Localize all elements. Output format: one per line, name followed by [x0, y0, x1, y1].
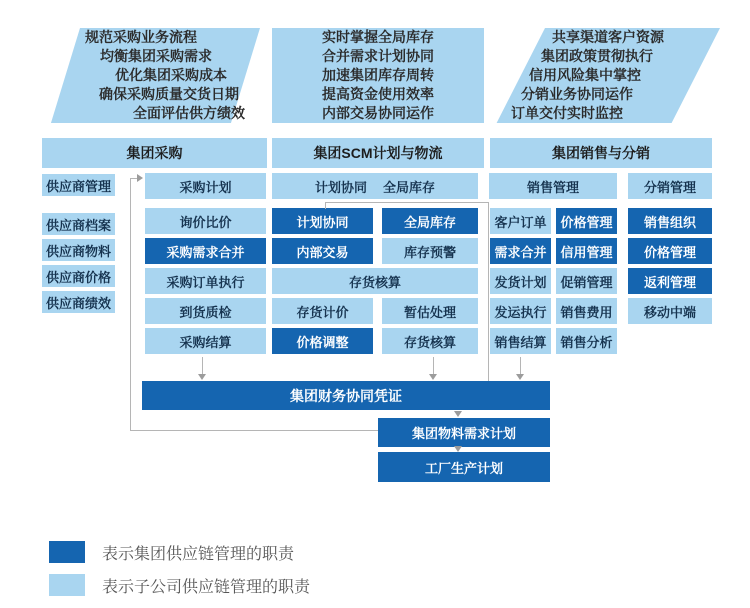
connector-purchase-settlement-to-finance [202, 357, 203, 375]
box-promotion-mgmt: 促销管理 [556, 268, 617, 294]
legend-label-subsidiary: 表示子公司供应链管理的职责 [102, 578, 311, 596]
purchase-plan-header: 采购计划 [145, 173, 266, 199]
box-global-inventory: 全局库存 [382, 208, 478, 234]
legend-swatch-subsidiary [49, 574, 85, 596]
goal-line: 内部交易协同运作 [322, 105, 434, 121]
box-price-mgmt: 价格管理 [556, 208, 617, 234]
pillar-sales: 集团销售与分销 [490, 138, 712, 168]
arrow-inventory-accounting-to-finance [429, 374, 437, 380]
arrow-purchase-settlement-to-finance [198, 374, 206, 380]
box-inquiry-compare: 询价比价 [145, 208, 266, 234]
sales-mgmt-header: 销售管理 [489, 173, 617, 199]
distribution-mgmt-header: 分销管理 [628, 173, 712, 199]
connector-mrp-feedback-vertical [130, 178, 131, 431]
box-provisional-estimate: 暂估处理 [382, 298, 478, 324]
goal-line: 订单交付实时监控 [511, 105, 623, 121]
box-supplier-price: 供应商价格 [42, 265, 115, 287]
box-shipping-exec: 发运执行 [490, 298, 551, 324]
goal-line: 优化集团采购成本 [115, 67, 227, 83]
connector-inventory-accounting-to-finance [433, 357, 434, 375]
box-mobile-terminal: 移动中端 [628, 298, 712, 324]
sales-goals-banner [496, 28, 720, 123]
goal-line: 集团政策贯彻执行 [541, 48, 653, 64]
box-purchase-demand-merge: 采购需求合并 [145, 238, 266, 264]
box-demand-merge: 需求合并 [490, 238, 551, 264]
pillar-purchase: 集团采购 [42, 138, 267, 168]
box-sales-expense: 销售费用 [556, 298, 617, 324]
connector-demand-merge-stub [325, 202, 326, 209]
box-delivery-plan: 发货计划 [490, 268, 551, 294]
box-customer-order: 客户订单 [490, 208, 551, 234]
box-inventory-alert: 库存预警 [382, 238, 478, 264]
goal-line: 分销业务协同运作 [521, 86, 633, 102]
box-supplier-file: 供应商档案 [42, 213, 115, 235]
box-purchase-order-exec: 采购订单执行 [145, 268, 266, 294]
box-internal-trade: 内部交易 [272, 238, 373, 264]
box-inventory-valuation: 存货计价 [272, 298, 373, 324]
box-rebate-mgmt: 返利管理 [628, 268, 712, 294]
finance-voucher-bar: 集团财务协同凭证 [142, 381, 550, 410]
box-dist-price-mgmt: 价格管理 [628, 238, 712, 264]
legend-label-group: 表示集团供应链管理的职责 [102, 545, 295, 563]
box-plan-collab: 计划协同 [272, 208, 373, 234]
box-inventory-accounting: 存货核算 [382, 328, 478, 354]
plan-collab-title: 计划协同 [314, 179, 367, 195]
goal-line: 加速集团库存周转 [322, 67, 434, 83]
mrp-bar: 集团物料需求计划 [378, 418, 550, 447]
box-sales-org: 销售组织 [628, 208, 712, 234]
inventory-accounting-header: 存货核算 [272, 268, 478, 294]
box-supplier-performance: 供应商绩效 [42, 291, 115, 313]
connector-mrp-feedback-stub [130, 178, 137, 179]
arrow-finance-to-mrp [454, 411, 462, 417]
box-credit-mgmt: 信用管理 [556, 238, 617, 264]
box-sales-analysis: 销售分析 [556, 328, 617, 354]
legend-swatch-group [49, 541, 85, 563]
plan-inventory-header [272, 173, 478, 199]
goal-line: 全面评估供方绩效 [133, 105, 245, 121]
arrow-sales-settlement-to-finance [516, 374, 524, 380]
goal-line: 实时掌握全局库存 [322, 29, 434, 45]
global-inventory-title: 全局库存 [383, 179, 436, 195]
arrow-into-purchase-plan [137, 174, 143, 182]
connector-mrp-feedback-horizontal [130, 430, 378, 431]
goal-line: 提高资金使用效率 [322, 86, 434, 102]
goal-line: 规范采购业务流程 [85, 29, 197, 45]
goal-line: 均衡集团采购需求 [100, 48, 212, 64]
pillar-scm: 集团SCM计划与物流 [272, 138, 484, 168]
supplier-mgmt-header: 供应商管理 [42, 174, 115, 196]
purchase-goals-banner [46, 28, 264, 123]
arrow-mrp-to-production [454, 446, 462, 452]
box-arrival-inspection: 到货质检 [145, 298, 266, 324]
connector-sales-settlement-to-finance [520, 357, 521, 375]
scm-goals-banner [272, 28, 484, 123]
production-plan-bar: 工厂生产计划 [378, 452, 550, 482]
box-purchase-settlement: 采购结算 [145, 328, 266, 354]
box-price-adjustment: 价格调整 [272, 328, 373, 354]
box-supplier-material: 供应商物料 [42, 239, 115, 261]
connector-demand-merge-horizontal [325, 202, 489, 203]
connector-demand-merge-vertical [488, 202, 489, 381]
goal-line: 共享渠道客户资源 [552, 29, 664, 45]
goal-line: 合并需求计划协同 [322, 48, 434, 64]
goal-line: 信用风险集中掌控 [529, 67, 641, 83]
box-sales-settlement: 销售结算 [490, 328, 551, 354]
goal-line: 确保采购质量交货日期 [99, 86, 239, 102]
